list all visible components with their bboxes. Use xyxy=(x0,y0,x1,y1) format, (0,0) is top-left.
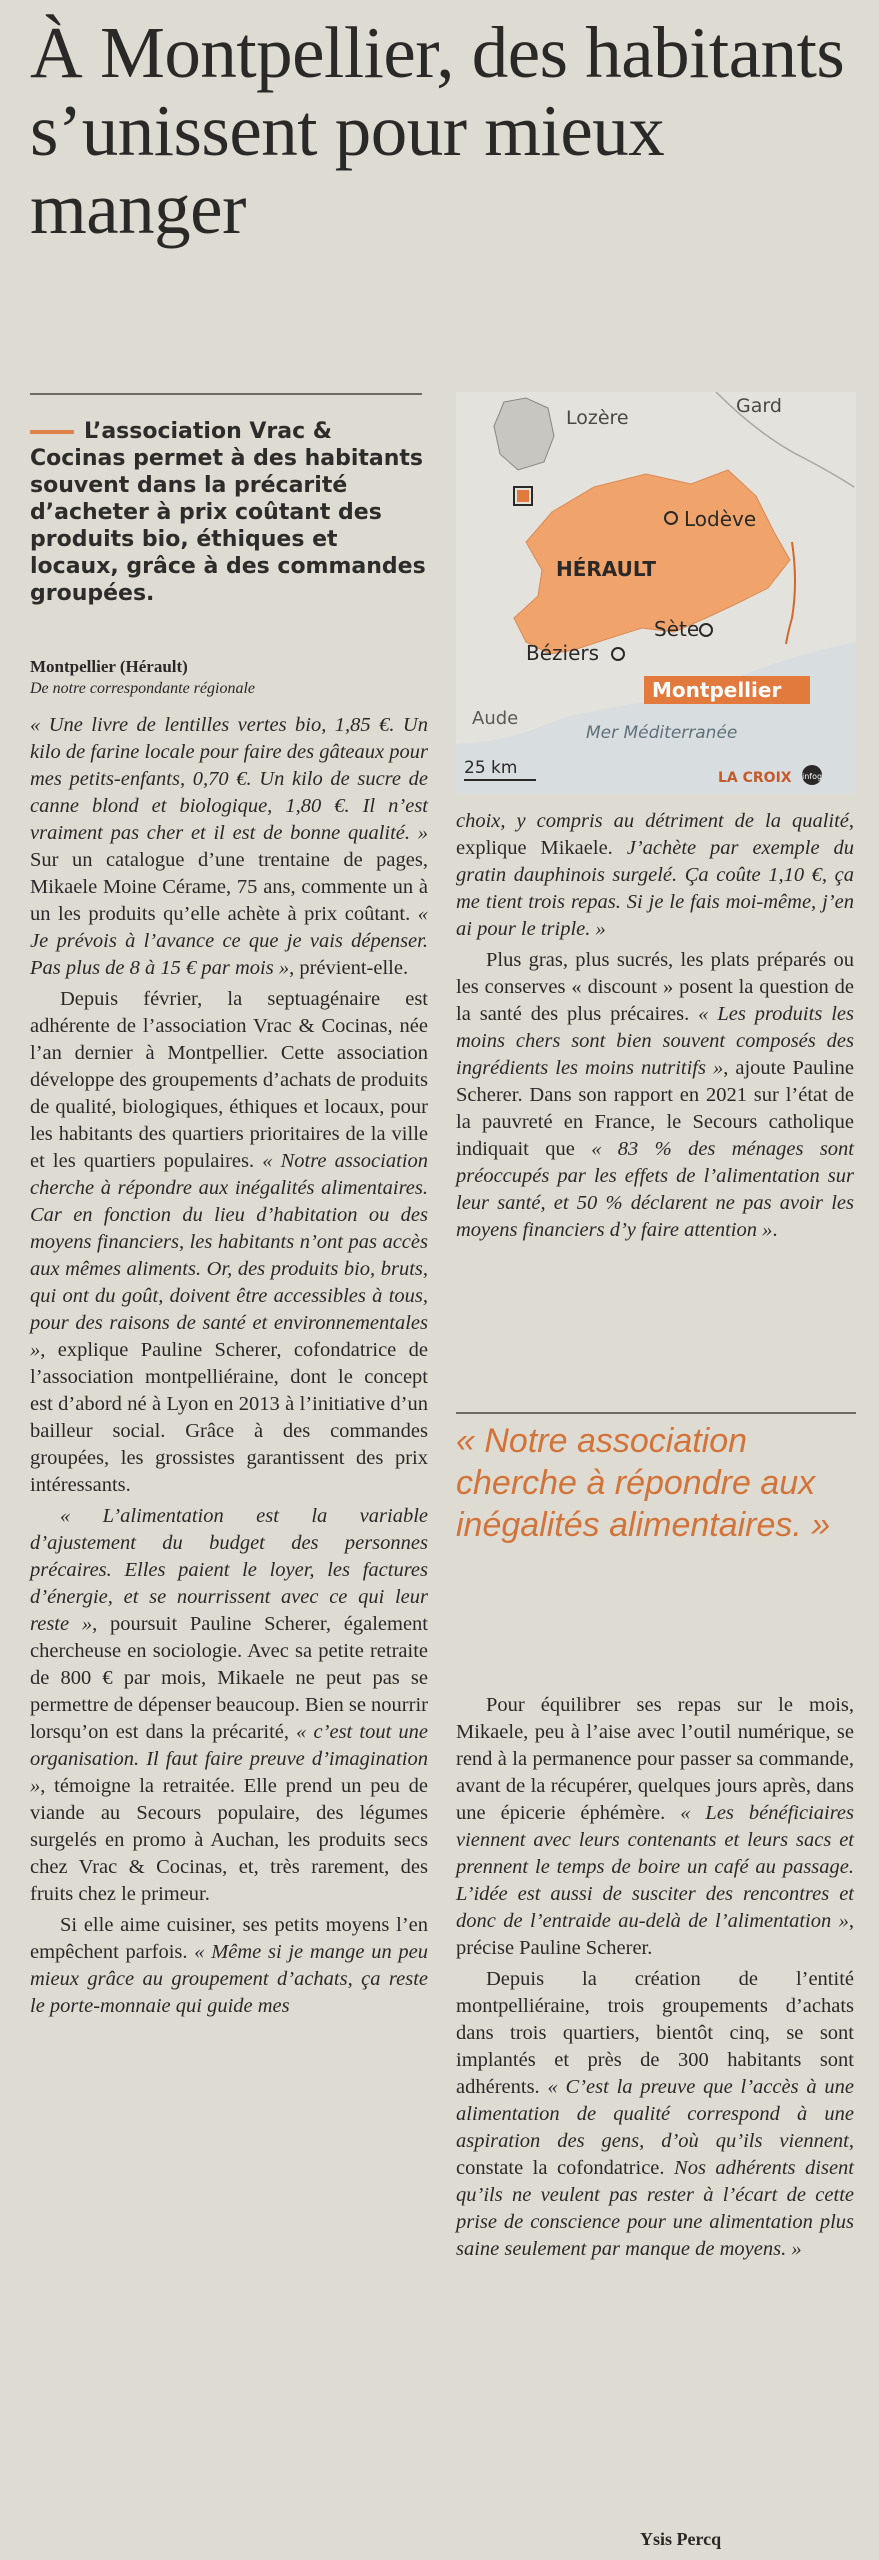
herault-map xyxy=(456,392,856,794)
label-aude: Aude xyxy=(472,708,519,729)
quote-alimentation-variable: « L’alimentation est la variable d’ajustement du budget des personnes précaires. Elles paient le loyer, les factures d’énergie, et se nourrissent avec ce qui leur reste » xyxy=(30,1505,428,1635)
map-credit: LA CROIX xyxy=(718,770,792,786)
label-herault: HÉRAULT xyxy=(556,557,656,581)
col1-p1-end: , prévient-elle. xyxy=(289,957,409,979)
author-signature: Ysis Percq xyxy=(640,2529,722,2549)
chapeau xyxy=(30,418,430,607)
quote-choix: choix, y compris au détriment de la qualité xyxy=(456,810,849,832)
headline-rule xyxy=(30,393,422,395)
col1-p3-text: , poursuit Pauline Scherer, également chercheuse en sociologie. Avec sa petite retraite de 800 € par mois, Mikaele ne peut pas se permettre de dépenser beaucoup. Bien se nourrir lorsqu’on est dans la précarité, xyxy=(30,1613,429,1743)
quote-adherents: Nos adhérents disent qu’ils ne veulent pas rester à l’écart de cette prise de conscience pour une alimentation plus saine seulement par manque de moyens. » xyxy=(456,2157,854,2260)
col1-p4-text: Si elle aime cuisiner, ses petits moyens l’en empêchent parfois. xyxy=(30,1914,428,1963)
quote-preuve: « C’est la preuve que l’accès à une alimentation de qualité correspond à une aspiration des gens, d’où qu’ils viennent xyxy=(456,2076,854,2152)
chapeau-text: L’association Vrac & Cocinas permet à des habitants souvent dans la précarité d’acheter à prix coûtant des produits bio, éthiques et locaux, grâce à des commandes groupées. xyxy=(30,419,426,606)
quote-prevois: « Je prévois à l’avance ce que je vais dépenser. Pas plus de 8 à 15 € par mois » xyxy=(30,903,428,979)
label-scale: 25 km xyxy=(464,758,518,778)
quote-meme-si: « Même si je mange un peu mieux grâce au groupement d’achats, ça reste le porte-monnaie qui guide mes xyxy=(30,1941,428,2017)
col2-p2-text: Plus gras, plus sucrés, les plats préparés ou les conserves « discount » posent la question de la santé des plus précaires. xyxy=(456,949,854,1025)
quote-organisation: « c’est tout une organisation. Il faut faire preuve d’imagination » xyxy=(30,1721,428,1797)
dateline-city: Montpellier (Hérault) xyxy=(30,657,188,676)
col2-p1-text: , explique Mikaele. xyxy=(456,810,854,859)
article-column-1 xyxy=(30,712,428,2020)
france-inset-locator-fill xyxy=(517,490,529,502)
article-column-2-top xyxy=(456,808,854,1244)
headline: À Montpellier, des habitants s’unissent pour mieux manger xyxy=(30,12,845,249)
col2-p4-text: Depuis la création de l’entité montpelliéraine, trois groupements d’achats dans trois quartiers, bientôt cinq, se sont implantés et près de 300 habitants sont adhérents. xyxy=(456,1968,854,2098)
col2-p4-mid: , constate la cofondatrice. xyxy=(456,2130,854,2179)
label-lodeve: Lodève xyxy=(684,507,757,531)
col1-paragraph-3 xyxy=(30,1503,428,1908)
col2-p2-end: . xyxy=(772,1219,778,1241)
col2-paragraph-1 xyxy=(456,808,854,943)
quote-association: « Notre association cherche à répondre aux inégalités alimentaires. Car en fonction du lieu d’habitation ou des moyens financiers, les habitants n’ont pas accès aux mêmes aliments. Or, des produits bio, bruts, qui ont du goût, doivent être accessibles à tous, pour des raisons de santé et environnementales » xyxy=(30,1150,428,1361)
col2-paragraph-3 xyxy=(456,1692,854,1962)
col1-p2-text: Depuis février, la septuagénaire est adhérente de l’association Vrac & Cocinas, née l’an dernier à Montpellier. Cette association développe des groupements d’achats de produits de qualité, biologiques, éthiques et locaux, pour les habitants des quartiers prioritaires de la ville et les quartiers populaires. xyxy=(30,988,428,1172)
dateline-correspondent: De notre correspondante régionale xyxy=(30,680,255,697)
credit-badge-text: infog xyxy=(802,772,823,781)
col2-p3-text: Pour équilibrer ses repas sur le mois, Mikaele, peu à l’aise avec l’outil numérique, se rend à la permanence pour passer sa commande, avant de la récupérer, quelques jours après, dans une épicerie éphémère. xyxy=(456,1694,854,1824)
pull-quote: « Notre association cherche à répondre aux inégalités alimentaires. » xyxy=(456,1422,831,1544)
col1-paragraph-4 xyxy=(30,1912,428,2020)
label-mer-mediterranee: Mer Méditerranée xyxy=(586,723,738,743)
chapeau-accent-dash xyxy=(30,430,74,434)
col2-p2-mid: , ajoute Pauline Scherer. Dans son rapport en 2021 sur l’état de la pauvreté en France, le Secours catholique indiquait que xyxy=(456,1057,854,1160)
col2-p3-end: , précise Pauline Scherer. xyxy=(456,1910,854,1959)
label-lozere: Lozère xyxy=(566,407,629,429)
col2-paragraph-2 xyxy=(456,947,854,1244)
article-column-2-bottom xyxy=(456,1692,854,2263)
dateline xyxy=(30,656,430,699)
col1-p3-end: , témoigne la retraitée. Elle prend un peu de viande au Secours populaire, des légumes surgelés en promo à Auchan, les produits secs chez Vrac & Cocinas, et, très rarement, des fruits chez le primeur. xyxy=(30,1775,428,1905)
col1-paragraph-1 xyxy=(30,712,428,982)
quote-gratin: J’achète par exemple du gratin dauphinois surgelé. Ça coûte 1,10 €, ça me tient trois repas. Si je le fais moi-même, j’en ai pour le triple. » xyxy=(456,837,854,940)
herault-map-svg xyxy=(456,392,856,794)
pullquote-rule xyxy=(456,1412,856,1414)
col1-paragraph-2 xyxy=(30,986,428,1499)
quote-beneficiaires: « Les bénéficiaires viennent avec leurs contenants et leurs sacs et prennent le temps de boire un café au passage. L’idée est aussi de susciter des rencontres et donc de l’entraide au-delà de l’alimentation » xyxy=(456,1802,854,1932)
quote-83-pourcent: « 83 % des ménages sont préoccupés par les effets de l’alimentation sur leur santé, et 50 % déclarent ne pas avoir les moyens financiers d’y faire attention » xyxy=(456,1138,854,1241)
label-beziers: Béziers xyxy=(526,641,600,665)
col1-p1-text: Sur un catalogue d’une trentaine de pages, Mikaele Moine Cérame, 75 ans, commente un à un les produits qu’elle achète à prix coûtant. xyxy=(30,849,428,925)
label-sete: Sète xyxy=(654,617,700,641)
quote-produits-moins-chers: « Les produits les moins chers sont bien souvent composés des ingrédients les moins nutritifs » xyxy=(456,1003,854,1079)
label-montpellier: Montpellier xyxy=(652,678,782,702)
quote-lentilles: « Une livre de lentilles vertes bio, 1,85 €. Un kilo de farine locale pour faire des gâteaux pour mes petits-enfants, 0,70 €. Un kilo de sucre de canne blond et biologique, 1,80 €. Il n’est vraiment pas cher et il est de bonne qualité. » xyxy=(30,714,428,844)
col1-p2-end: , explique Pauline Scherer, cofondatrice de l’association montpelliéraine, dont le concept est d’abord né à Lyon en 2013 à l’initiative d’un bailleur social. Grâce à des commandes groupées, les grossistes garantissent des prix intéressants. xyxy=(30,1339,428,1496)
col2-paragraph-4 xyxy=(456,1966,854,2263)
label-gard: Gard xyxy=(736,395,782,417)
